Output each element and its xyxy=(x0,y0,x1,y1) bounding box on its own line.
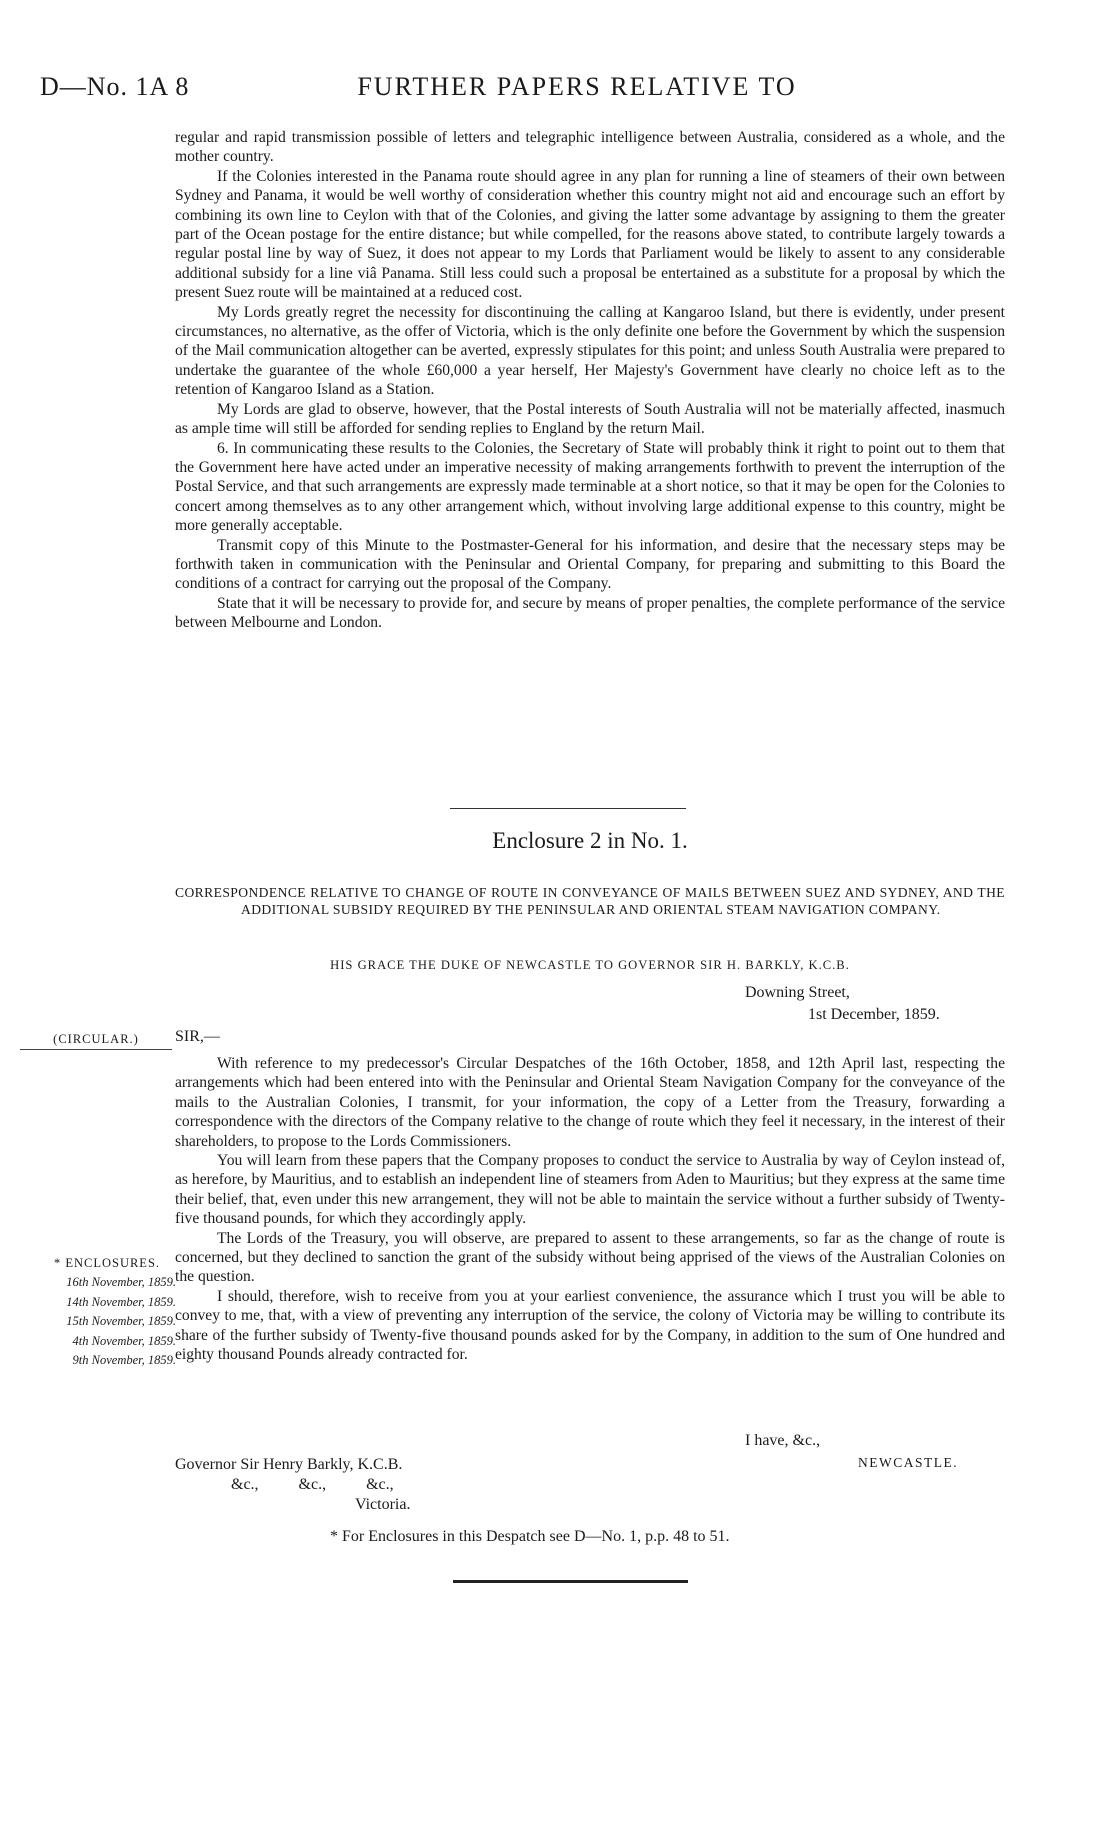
minute-text xyxy=(175,128,1005,633)
recipient-etc: &c., &c., &c., xyxy=(231,1476,394,1493)
minute-paragraph: State that it will be necessary to provide for, and secure by means of proper penalties, the complete performance of the service between Melbourne and London. xyxy=(175,594,1005,632)
letter-paragraph: You will learn from these papers that the Company proposes to conduct the service to Australia by way of Ceylon instead of, as herefore, by Mauritius, and to establish an independent line of steamers from Aden to Mauritius; but they express at the same time their belief, that, even under this new arrangement, they will not be able to maintain the service without a further subsidy of Twenty-five thousand pounds, for which they accordingly apply. xyxy=(175,1152,1005,1228)
minute-paragraph: Transmit copy of this Minute to the Postmaster-General for his information, and desire that the necessary steps may be forthwith taken in communication with the Peninsular and Oriental Company, for preparing and submitting to this Board the conditions of a contract for carrying out the proposal of the Company. xyxy=(175,536,1005,593)
page-title: FURTHER PAPERS RELATIVE TO xyxy=(357,72,797,101)
enclosure-date: 16th November, 1859. xyxy=(66,1275,176,1290)
enclosures-margin-notes xyxy=(18,1254,176,1370)
footnote: * For Enclosures in this Despatch see D—No. 1, p.p. 48 to 51. xyxy=(330,1528,730,1545)
enclosure-date: 14th November, 1859. xyxy=(66,1294,176,1309)
minute-paragraph: If the Colonies interested in the Panama route should agree in any plan for running a line of steamers of their own between Sydney and Panama, it would be well worthy of consideration whether this country might not aid and encourage such an effort by combining its own line to Ceylon with that of the Colonies, and giving the latter some advantage by assigning to them the greater part of the Ocean postage for the entire distance; but while compelled, for the reasons above stated, to contribute largely towards a regular postal line by way of Suez, it does not appear to my Lords that Parliament would be likely to assent to any considerable additional subsidy for a line viâ Panama. Still less could such a proposal be entertained as a substitute for a proposal by which the present Suez route will be maintained at a reduced cost. xyxy=(175,167,1005,302)
recipient-colony: Victoria. xyxy=(355,1496,411,1513)
document-reference: D—No. 1A 8 xyxy=(40,72,190,101)
salutation: SIR,— xyxy=(175,1028,220,1045)
minute-paragraph: My Lords are glad to observe, however, that the Postal interests of South Australia will not be materially affected, inasmuch as ample time will still be afforded for sending replies to England by the return Mail. xyxy=(175,400,1005,438)
correspondence-heading xyxy=(175,884,1005,918)
enclosure-date: 4th November, 1859. xyxy=(72,1333,176,1348)
section-divider xyxy=(450,808,686,809)
enclosure-title: Enclosure 2 in No. 1. xyxy=(492,828,688,853)
enclosure-date: 15th November, 1859. xyxy=(66,1314,176,1329)
recipient-block xyxy=(175,1455,410,1515)
page-header xyxy=(40,72,1054,112)
letter-paragraph: I should, therefore, wish to receive from you at your earliest convenience, the assurance which I trust you will be able to convey to me, that, with a view of preventing any interruption of the service, the colony of Victoria may be willing to contribute its share of the further subsidy of Twenty-five thousand pounds asked for by the Company, in addition to the sum of One hundred and eighty thousand Pounds already contracted for. xyxy=(175,1287,1005,1364)
correspondence-heading-text: CORRESPONDENCE RELATIVE TO CHANGE OF ROUTE IN CONVEYANCE OF MAILS BETWEEN SUEZ AND SYDNEY, AND THE ADDITIONAL SUBSIDY REQUIRED BY THE PENINSULAR AND ORIENTAL STEAM NAVIGATION COMPANY. xyxy=(175,885,1005,917)
recipient-name: Governor Sir Henry Barkly, K.C.B. xyxy=(175,1456,403,1473)
minute-paragraph: My Lords greatly regret the necessity for discontinuing the calling at Kangaroo Island, but there is evidently, under present circumstances, no alternative, as the offer of Victoria, which is the only definite one before the Government by which the suspension of the Mail communication altogether can be averted, expressly stipulates for this point; and unless South Australia were prepared to undertake the guarantee of the whole £60,000 a year herself, Her Majesty's Government have clearly no choice left as to the retention of Kangaroo Island as a Station. xyxy=(175,303,1005,399)
letter-date: 1st December, 1859. xyxy=(808,1006,940,1023)
letter-body xyxy=(175,1054,1005,1365)
addressee-line: HIS GRACE THE DUKE OF NEWCASTLE TO GOVERNOR SIR H. BARKLY, K.C.B. xyxy=(330,958,850,972)
letter-paragraph: With reference to my predecessor's Circular Despatches of the 16th October, 1858, and 12th April last, respecting the arrangements which had been entered into with the Peninsular and Oriental Steam Navigation Company for the conveyance of the mails to the Australian Colonies, I transmit, for your information, the copy of a Letter from the Treasury, forwarding a correspondence with the directors of the Company relative to the change of route which they feel it necessary, in the interest of their shareholders, to propose to the Lords Commissioners. xyxy=(175,1055,1005,1150)
circular-margin-label: (CIRCULAR.) xyxy=(20,1032,172,1050)
letter-paragraph: The Lords of the Treasury, you will observe, are prepared to assent to these arrangements, so far as the change of route is concerned, but they declined to sanction the grant of the subsidy without being apprised of the views of the Australian Colonies on the question. xyxy=(175,1229,1005,1286)
enclosures-heading: * ENCLOSURES. xyxy=(53,1256,161,1270)
enclosure-date: 9th November, 1859. xyxy=(72,1353,176,1368)
end-rule xyxy=(453,1580,688,1583)
letter-place: Downing Street, xyxy=(745,984,850,1001)
minute-paragraph: 6. In communicating these results to the Colonies, the Secretary of State will probably think it right to point out to them that the Government here have acted under an imperative necessity of making arrangements forthwith to prevent the interruption of the Postal Service, and that such arrangements are expressly made terminable at a short notice, so that it may be open for the Colonies to concert among themselves as to any other arrangement which, without involving large additional expense to this country, might be more generally acceptable. xyxy=(175,439,1005,535)
signature: NEWCASTLE. xyxy=(858,1455,959,1470)
minute-paragraph: regular and rapid transmission possible of letters and telegraphic intelligence between Australia, considered as a whole, and the mother country. xyxy=(175,129,1005,166)
letter-closing: I have, &c., xyxy=(745,1432,821,1449)
